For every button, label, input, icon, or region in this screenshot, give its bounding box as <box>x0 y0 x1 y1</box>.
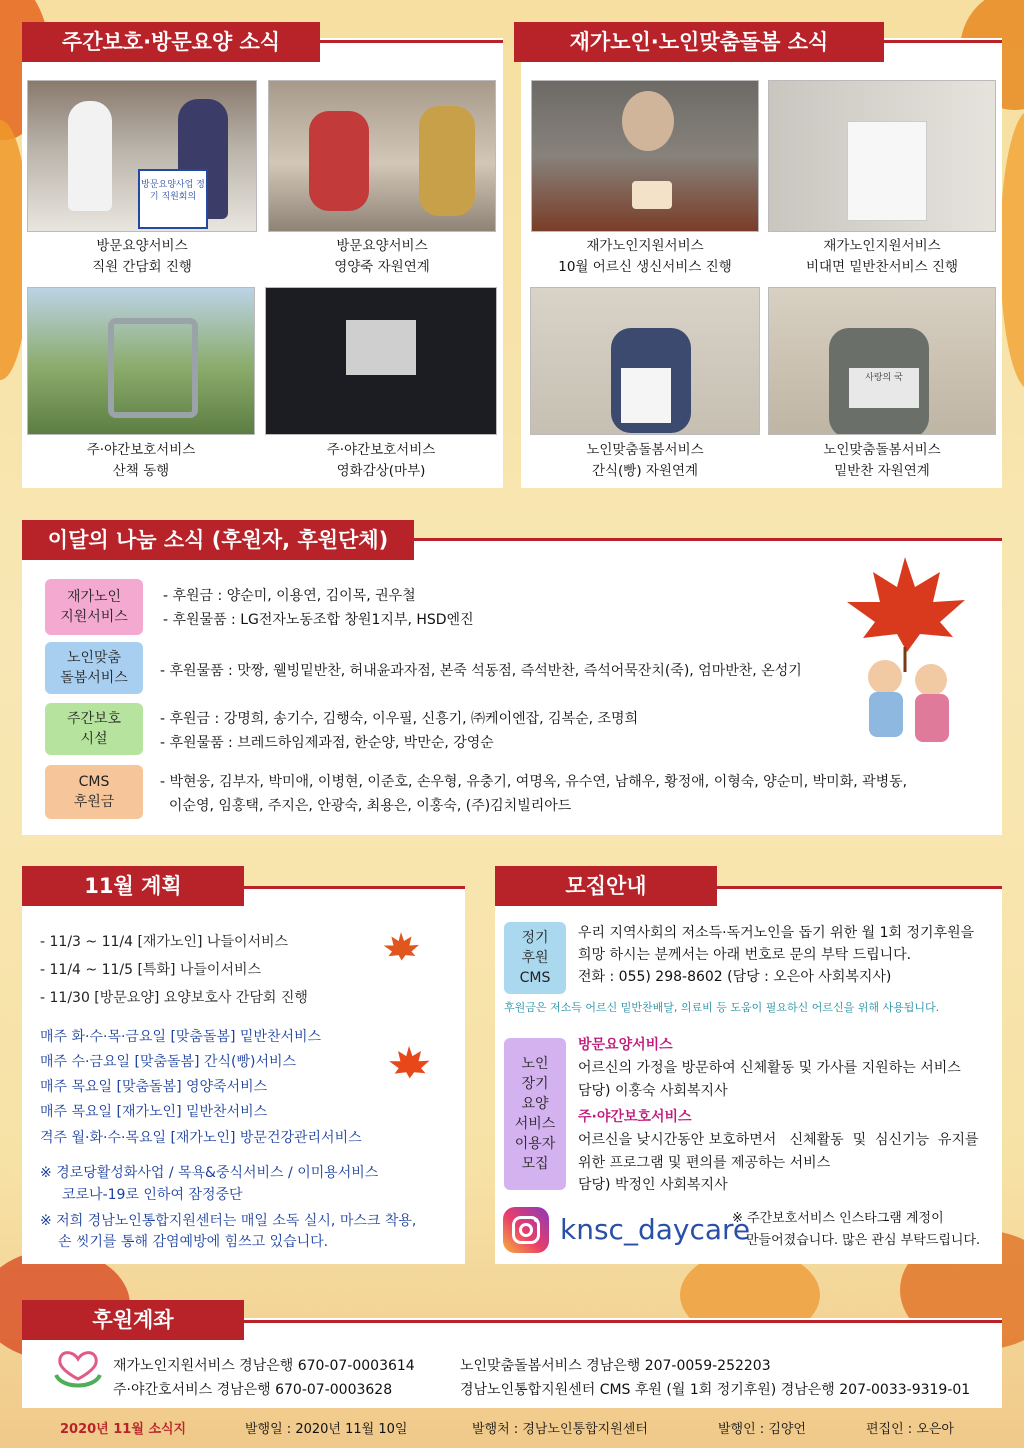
plan-weekly-item: 매주 화·수·목·금요일 [맞춤돌봄] 밑반찬서비스 <box>40 1029 322 1045</box>
photo-movie-watching <box>265 287 497 435</box>
elderly-couple-illustration <box>835 552 975 752</box>
donor-category-tag: CMS 후원금 <box>45 765 143 819</box>
sharing-news-title: 이달의 나눔 소식 (후원자, 후원단체) <box>22 520 414 560</box>
projector-screen <box>346 320 416 375</box>
maple-leaf-icon <box>380 925 422 969</box>
publisher: 발행처 : 경남노인통합지원센터 <box>472 1422 648 1437</box>
donor-line: - 후원물품 : LG전자노동조합 창원1지부, HSD엔진 <box>163 612 474 628</box>
grandfather-head <box>868 660 902 694</box>
plan-item: - 11/3 ~ 11/4 [재가노인] 나들이서비스 <box>40 934 289 950</box>
plan-weekly-item: 매주 목요일 [재가노인] 밑반찬서비스 <box>40 1104 268 1120</box>
donor-category-tag: 재가노인 지원서비스 <box>45 579 143 635</box>
long-term-care-recruit-tag: 노인 장기 요양 서비스 이용자 모집 <box>504 1038 566 1190</box>
cms-info-line: 희망 하시는 분께서는 아래 번호로 문의 부탁 드립니다. <box>578 947 912 963</box>
issuer: 발행인 : 김양언 <box>718 1422 806 1437</box>
donor-line: - 후원금 : 양순미, 이용연, 김이목, 권우철 <box>163 588 416 604</box>
delivery-bag <box>847 121 927 221</box>
service-title: 주·야간보호서비스 <box>578 1109 692 1125</box>
service-description: 어르신을 낮시간동안 보호하면서 신체활동 및 심신기능 유지를 <box>578 1132 979 1148</box>
account-line: 재가노인지원서비스 경남은행 670-07-0003614 <box>113 1358 415 1374</box>
plan-note: ※ 경로당활성화사업 / 목욕&중식서비스 / 이미용서비스 <box>40 1165 379 1181</box>
photo-caption: 방문요양서비스 직원 간담회 진행 <box>92 238 192 275</box>
photo-caption: 재가노인지원서비스 10월 어르신 생신서비스 진행 <box>558 238 732 275</box>
center-logo-icon <box>52 1345 104 1395</box>
plan-item: - 11/30 [방문요양] 요양보호사 간담회 진행 <box>40 990 308 1006</box>
cms-phone-line: 전화 : 055) 298-8602 (담당 : 오은아 사회복지사) <box>578 969 892 985</box>
photo-porridge-donation <box>268 80 496 232</box>
plan-weekly-item: 격주 월·화·수·목요일 [재가노인] 방문건강관리서비스 <box>40 1130 362 1146</box>
issue-label: 2020년 11월 소식지 <box>60 1422 187 1437</box>
publish-date: 발행일 : 2020년 11월 10일 <box>245 1422 408 1437</box>
snack-bag <box>621 368 671 423</box>
maple-leaf-icon <box>847 557 965 652</box>
account-line: 노인맞춤돌봄서비스 경남은행 207-0059-252203 <box>460 1358 771 1374</box>
account-line: 주·야간호서비스 경남은행 670-07-0003628 <box>113 1382 393 1398</box>
donor-category-tag: 노인맞춤 돌봄서비스 <box>45 642 143 694</box>
photo-side-dish-delivery <box>768 80 996 232</box>
home-care-news-title: 재가노인·노인맞춤돌봄 소식 <box>514 22 884 62</box>
instagram-icon[interactable] <box>503 1207 549 1253</box>
photo-side-dish-resource <box>768 287 996 435</box>
photo-birthday-service <box>531 80 759 232</box>
service-contact: 담당) 박정인 사회복지사 <box>578 1177 728 1193</box>
cms-info-line: 우리 지역사회의 저소득·독거노인을 돕기 위한 월 1회 정기후원을 <box>578 925 975 941</box>
photo-caption: 노인맞춤돌봄서비스 간식(빵) 자원연계 <box>586 442 704 479</box>
recruitment-title: 모집안내 <box>495 866 717 906</box>
service-contact: 담당) 이홍숙 사회복지사 <box>578 1083 728 1099</box>
meeting-sign: 방문요양사업 정기 직원회의 <box>138 169 208 229</box>
grandfather-body <box>869 692 903 737</box>
donor-line: - 박현웅, 김부자, 박미애, 이병현, 이준호, 손우형, 유충기, 여명옥, 유수연, 남해우, 황정애, 이형숙, 양순미, 박미화, 곽병동, <box>160 774 908 790</box>
day-care-news-title: 주간보호·방문요양 소식 <box>22 22 320 62</box>
editor: 편집인 : 오은아 <box>866 1422 954 1437</box>
autumn-leaves-decoration <box>1000 110 1024 390</box>
instagram-note: 만들어졌습니다. 많은 관심 부탁드립니다. <box>746 1233 981 1248</box>
donor-line: 이순영, 임홍택, 주지은, 안광숙, 최용은, 이홍숙, (주)김치빌리아드 <box>160 798 572 814</box>
side-dish-box: 사랑의 국 <box>849 368 919 408</box>
person-figure <box>419 106 475 216</box>
plan-weekly-item: 매주 수·금요일 [맞춤돌봄] 간식(빵)서비스 <box>40 1054 297 1070</box>
person-figure <box>68 101 112 211</box>
instagram-note: ※ 주간보호서비스 인스타그램 계정이 <box>732 1211 944 1226</box>
photo-caption: 재가노인지원서비스 비대면 밑반찬서비스 진행 <box>805 238 959 275</box>
donor-line: - 후원물품 : 브레드하임제과점, 한순양, 박만순, 강영순 <box>160 735 494 751</box>
photo-staff-meeting <box>27 80 257 232</box>
photo-caption: 주·야간보호서비스 산책 동행 <box>86 442 196 479</box>
donation-accounts-title: 후원계좌 <box>22 1300 244 1340</box>
plan-note: 손 씻기를 통해 감염예방에 힘쓰고 있습니다. <box>58 1234 329 1250</box>
photo-caption: 방문요양서비스 영양죽 자원연계 <box>334 238 430 275</box>
photo-walk-companion <box>27 287 255 435</box>
maple-leaf-icon <box>385 1040 433 1086</box>
cms-donation-tag: 정기 후원 CMS <box>504 922 566 994</box>
plan-note: 코로나-19로 인하여 잠정중단 <box>62 1187 243 1203</box>
birthday-cake <box>632 181 672 209</box>
photo-caption: 주·야간보호서비스 영화감상(마부) <box>326 442 436 479</box>
account-line: 경남노인통합지원센터 CMS 후원 (월 1회 정기후원) 경남은행 207-0033-9319-01 <box>460 1382 971 1398</box>
instagram-handle[interactable]: knsc_daycare <box>560 1213 751 1246</box>
photo-bread-snack <box>530 287 760 435</box>
november-plan-title: 11월 계획 <box>22 866 244 906</box>
cms-usage-note: 후원금은 저소득 어르신 밑반찬배달, 의료비 등 도움이 필요하신 어르신을 위해 사용됩니다. <box>504 1001 940 1014</box>
donor-line: - 후원금 : 강명희, 송기수, 김행숙, 이우필, 신흥기, ㈜케이엔잡, 김복순, 조명희 <box>160 711 639 727</box>
service-description: 위한 프로그램 및 편의를 제공하는 서비스 <box>578 1155 831 1171</box>
person-figure <box>309 111 369 211</box>
donor-category-tag: 주간보호 시설 <box>45 703 143 755</box>
grandmother-head <box>915 664 947 696</box>
person-figure <box>622 91 674 151</box>
donor-line: - 후원물품 : 맛짱, 웰빙밑반찬, 허내윤과자점, 본죽 석동점, 즉석반찬, 즉석어묵잔치(죽), 엄마반찬, 온성기 <box>160 663 802 679</box>
plan-item: - 11/4 ~ 11/5 [특화] 나들이서비스 <box>40 962 262 978</box>
grandmother-body <box>915 694 949 742</box>
photo-caption: 노인맞춤돌봄서비스 밑반찬 자원연계 <box>823 442 941 479</box>
plan-weekly-item: 매주 목요일 [맞춤돌봄] 영양죽서비스 <box>40 1079 268 1095</box>
service-title: 방문요양서비스 <box>578 1037 673 1053</box>
exercise-equipment <box>108 318 198 418</box>
plan-note: ※ 저희 경남노인통합지원센터는 매일 소독 실시, 마스크 착용, <box>40 1213 417 1229</box>
service-description: 어르신의 가정을 방문하여 신체활동 및 가사를 지원하는 서비스 <box>578 1060 961 1076</box>
